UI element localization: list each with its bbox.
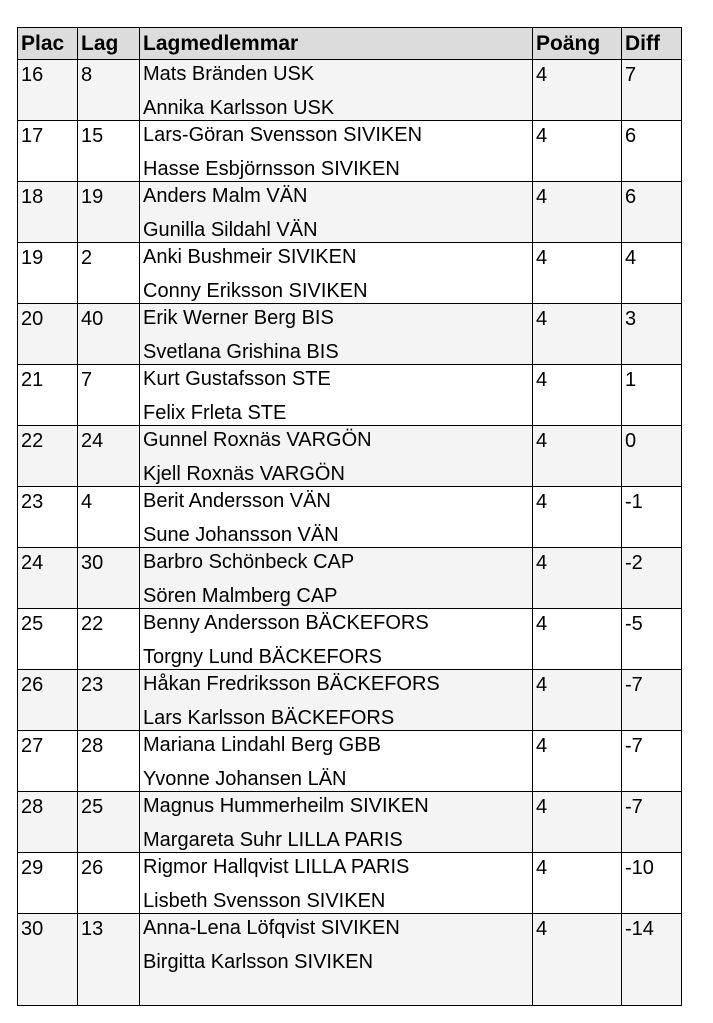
cell-diff: -5 (622, 609, 682, 670)
member-2: Lars Karlsson BÄCKEFORS (143, 707, 395, 729)
header-row (18, 28, 682, 60)
member-2: Sune Johansson VÄN (143, 524, 339, 546)
cell-members (140, 365, 533, 426)
member-1: Berit Andersson VÄN (143, 490, 331, 512)
table-row (18, 304, 682, 365)
cell-diff: 7 (622, 60, 682, 121)
member-1: Kurt Gustafsson STE (143, 368, 331, 390)
member-1: Barbro Schönbeck CAP (143, 551, 355, 573)
cell-plac: 29 (18, 853, 78, 914)
member-1: Magnus Hummerheilm SIVIKEN (143, 795, 429, 817)
table-row (18, 731, 682, 792)
cell-poang: 4 (533, 914, 622, 1006)
cell-poang: 4 (533, 365, 622, 426)
cell-poang: 4 (533, 182, 622, 243)
member-2: Yvonne Johansen LÄN (143, 768, 347, 790)
member-2: Birgitta Karlsson SIVIKEN (143, 951, 374, 973)
member-2: Conny Eriksson SIVIKEN (143, 280, 368, 302)
cell-poang: 4 (533, 304, 622, 365)
header-members: Lagmedlemmar (140, 28, 533, 60)
cell-members (140, 548, 533, 609)
member-2: Margareta Suhr LILLA PARIS (143, 829, 403, 851)
table-row (18, 365, 682, 426)
table-row (18, 121, 682, 182)
table-row (18, 243, 682, 304)
header-poang: Poäng (533, 28, 622, 60)
member-1: Mats Bränden USK (143, 63, 315, 85)
cell-lag: 24 (78, 426, 140, 487)
cell-poang: 4 (533, 243, 622, 304)
member-2: Felix Frleta STE (143, 402, 287, 424)
cell-plac: 25 (18, 609, 78, 670)
member-2: Kjell Roxnäs VARGÖN (143, 463, 345, 485)
cell-members (140, 670, 533, 731)
cell-diff: 1 (622, 365, 682, 426)
member-1: Lars-Göran Svensson SIVIKEN (143, 124, 423, 146)
cell-diff: -7 (622, 792, 682, 853)
table-row (18, 182, 682, 243)
cell-lag: 30 (78, 548, 140, 609)
cell-members (140, 426, 533, 487)
cell-plac: 17 (18, 121, 78, 182)
cell-plac: 21 (18, 365, 78, 426)
table-row (18, 670, 682, 731)
cell-lag: 40 (78, 304, 140, 365)
member-1: Rigmor Hallqvist LILLA PARIS (143, 856, 410, 878)
table-row (18, 548, 682, 609)
cell-diff: 4 (622, 243, 682, 304)
cell-plac: 19 (18, 243, 78, 304)
cell-plac: 27 (18, 731, 78, 792)
cell-diff: 0 (622, 426, 682, 487)
cell-diff: -14 (622, 914, 682, 1006)
cell-members (140, 731, 533, 792)
cell-members (140, 792, 533, 853)
cell-lag: 8 (78, 60, 140, 121)
header-diff: Diff (622, 28, 682, 60)
cell-poang: 4 (533, 670, 622, 731)
table-row (18, 426, 682, 487)
member-1: Erik Werner Berg BIS (143, 307, 334, 329)
cell-members (140, 487, 533, 548)
cell-lag: 28 (78, 731, 140, 792)
cell-poang: 4 (533, 731, 622, 792)
table-header (18, 28, 682, 60)
cell-members (140, 121, 533, 182)
table-row (18, 853, 682, 914)
cell-lag: 7 (78, 365, 140, 426)
table-row (18, 914, 682, 1006)
member-2: Hasse Esbjörnsson SIVIKEN (143, 158, 400, 180)
table-row (18, 792, 682, 853)
cell-poang: 4 (533, 487, 622, 548)
member-1: Gunnel Roxnäs VARGÖN (143, 429, 372, 451)
cell-poang: 4 (533, 60, 622, 121)
member-1: Anders Malm VÄN (143, 185, 308, 207)
member-2: Torgny Lund BÄCKEFORS (143, 646, 382, 668)
member-1: Mariana Lindahl Berg GBB (143, 734, 381, 756)
cell-members (140, 853, 533, 914)
cell-lag: 2 (78, 243, 140, 304)
cell-poang: 4 (533, 426, 622, 487)
table-row (18, 487, 682, 548)
member-1: Anki Bushmeir SIVIKEN (143, 246, 357, 268)
member-2: Sören Malmberg CAP (143, 585, 338, 607)
member-1: Håkan Fredriksson BÄCKEFORS (143, 673, 440, 695)
cell-lag: 25 (78, 792, 140, 853)
cell-lag: 4 (78, 487, 140, 548)
cell-members (140, 914, 533, 1006)
member-2: Lisbeth Svensson SIVIKEN (143, 890, 386, 912)
cell-plac: 16 (18, 60, 78, 121)
header-plac: Plac (18, 28, 78, 60)
cell-diff: -2 (622, 548, 682, 609)
cell-lag: 13 (78, 914, 140, 1006)
member-2: Gunilla Sildahl VÄN (143, 219, 318, 241)
member-1: Anna-Lena Löfqvist SIVIKEN (143, 917, 400, 939)
table-row (18, 60, 682, 121)
cell-diff: -1 (622, 487, 682, 548)
cell-members (140, 243, 533, 304)
cell-members (140, 304, 533, 365)
cell-lag: 23 (78, 670, 140, 731)
cell-diff: -7 (622, 731, 682, 792)
cell-plac: 24 (18, 548, 78, 609)
cell-plac: 23 (18, 487, 78, 548)
cell-lag: 19 (78, 182, 140, 243)
member-2: Svetlana Grishina BIS (143, 341, 339, 363)
cell-lag: 22 (78, 609, 140, 670)
member-1: Benny Andersson BÄCKEFORS (143, 612, 429, 634)
cell-poang: 4 (533, 792, 622, 853)
cell-members (140, 60, 533, 121)
cell-plac: 18 (18, 182, 78, 243)
cell-plac: 30 (18, 914, 78, 1006)
results-table (17, 27, 682, 1006)
cell-lag: 26 (78, 853, 140, 914)
member-2: Annika Karlsson USK (143, 97, 335, 119)
cell-poang: 4 (533, 609, 622, 670)
cell-plac: 26 (18, 670, 78, 731)
cell-poang: 4 (533, 121, 622, 182)
cell-diff: -10 (622, 853, 682, 914)
cell-lag: 15 (78, 121, 140, 182)
cell-members (140, 609, 533, 670)
table-body (18, 60, 682, 1006)
cell-plac: 22 (18, 426, 78, 487)
cell-diff: 3 (622, 304, 682, 365)
cell-diff: 6 (622, 182, 682, 243)
header-lag: Lag (78, 28, 140, 60)
cell-poang: 4 (533, 548, 622, 609)
table-row (18, 609, 682, 670)
cell-plac: 28 (18, 792, 78, 853)
cell-diff: -7 (622, 670, 682, 731)
cell-poang: 4 (533, 853, 622, 914)
cell-diff: 6 (622, 121, 682, 182)
cell-members (140, 182, 533, 243)
cell-plac: 20 (18, 304, 78, 365)
